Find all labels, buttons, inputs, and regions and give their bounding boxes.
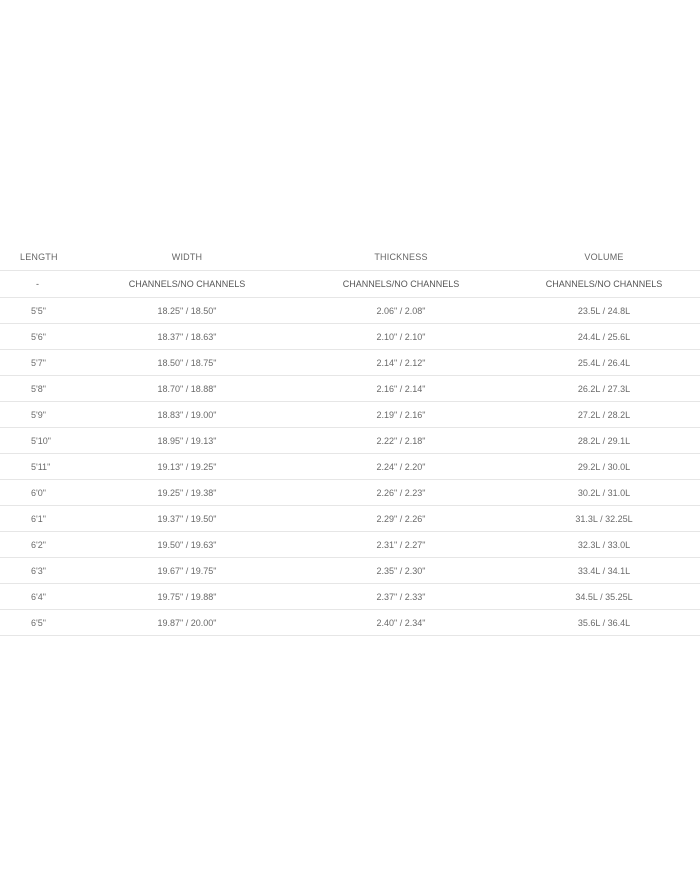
table-row [0, 506, 700, 532]
cell-width: 18.37" / 18.63" [80, 324, 294, 350]
cell-length: 6'1" [0, 506, 80, 532]
table-row [0, 480, 700, 506]
cell-length: 6'4" [0, 584, 80, 610]
header-width: WIDTH [80, 244, 294, 271]
cell-thickness: 2.24" / 2.20" [294, 454, 508, 480]
cell-length: 5'5" [0, 298, 80, 324]
table-row [0, 324, 700, 350]
header-length: LENGTH [0, 244, 80, 271]
table-row [0, 298, 700, 324]
cell-width: 18.70" / 18.88" [80, 376, 294, 402]
header-thickness: THICKNESS [294, 244, 508, 271]
cell-width: 19.67" / 19.75" [80, 558, 294, 584]
cell-width: 19.25" / 19.38" [80, 480, 294, 506]
cell-length: 5'7" [0, 350, 80, 376]
table-row [0, 402, 700, 428]
cell-length: 5'6" [0, 324, 80, 350]
cell-thickness: 2.22" / 2.18" [294, 428, 508, 454]
cell-length: 5'9" [0, 402, 80, 428]
cell-thickness: 2.31" / 2.27" [294, 532, 508, 558]
cell-thickness: 2.29" / 2.26" [294, 506, 508, 532]
cell-length: 6'3" [0, 558, 80, 584]
table-row [0, 428, 700, 454]
cell-width: 19.13" / 19.25" [80, 454, 294, 480]
header-row [0, 244, 700, 271]
cell-volume: 30.2L / 31.0L [508, 480, 700, 506]
cell-length: 5'11" [0, 454, 80, 480]
cell-volume: 27.2L / 28.2L [508, 402, 700, 428]
cell-length: 6'5" [0, 610, 80, 636]
cell-volume: 33.4L / 34.1L [508, 558, 700, 584]
cell-length: 6'2" [0, 532, 80, 558]
cell-volume: 28.2L / 29.1L [508, 428, 700, 454]
cell-thickness: 2.06" / 2.08" [294, 298, 508, 324]
cell-thickness: 2.19" / 2.16" [294, 402, 508, 428]
cell-thickness: 2.26" / 2.23" [294, 480, 508, 506]
cell-width: 19.50" / 19.63" [80, 532, 294, 558]
cell-volume: 35.6L / 36.4L [508, 610, 700, 636]
table-header [0, 244, 700, 298]
cell-length: 6'0" [0, 480, 80, 506]
cell-width: 19.87" / 20.00" [80, 610, 294, 636]
cell-thickness: 2.10" / 2.10" [294, 324, 508, 350]
cell-length: 5'10" [0, 428, 80, 454]
table-row [0, 584, 700, 610]
cell-volume: 34.5L / 35.25L [508, 584, 700, 610]
table-row [0, 454, 700, 480]
cell-width: 18.25" / 18.50" [80, 298, 294, 324]
cell-width: 19.37" / 19.50" [80, 506, 294, 532]
table-row [0, 558, 700, 584]
cell-volume: 31.3L / 32.25L [508, 506, 700, 532]
table-row [0, 610, 700, 636]
cell-width: 19.75" / 19.88" [80, 584, 294, 610]
table-body [0, 298, 700, 636]
dimensions-table [0, 244, 700, 636]
cell-length: 5'8" [0, 376, 80, 402]
cell-thickness: 2.16" / 2.14" [294, 376, 508, 402]
cell-width: 18.50" / 18.75" [80, 350, 294, 376]
subheader-length: - [0, 271, 80, 298]
cell-thickness: 2.35" / 2.30" [294, 558, 508, 584]
cell-volume: 25.4L / 26.4L [508, 350, 700, 376]
cell-thickness: 2.40" / 2.34" [294, 610, 508, 636]
cell-volume: 23.5L / 24.8L [508, 298, 700, 324]
table-row [0, 376, 700, 402]
cell-thickness: 2.14" / 2.12" [294, 350, 508, 376]
subheader-volume: CHANNELS/NO CHANNELS [508, 271, 700, 298]
cell-volume: 29.2L / 30.0L [508, 454, 700, 480]
cell-width: 18.95" / 19.13" [80, 428, 294, 454]
cell-thickness: 2.37" / 2.33" [294, 584, 508, 610]
subheader-thickness: CHANNELS/NO CHANNELS [294, 271, 508, 298]
subheader-row [0, 271, 700, 298]
table-row [0, 350, 700, 376]
table-row [0, 532, 700, 558]
cell-volume: 32.3L / 33.0L [508, 532, 700, 558]
cell-volume: 26.2L / 27.3L [508, 376, 700, 402]
header-volume: VOLUME [508, 244, 700, 271]
cell-width: 18.83" / 19.00" [80, 402, 294, 428]
cell-volume: 24.4L / 25.6L [508, 324, 700, 350]
subheader-width: CHANNELS/NO CHANNELS [80, 271, 294, 298]
